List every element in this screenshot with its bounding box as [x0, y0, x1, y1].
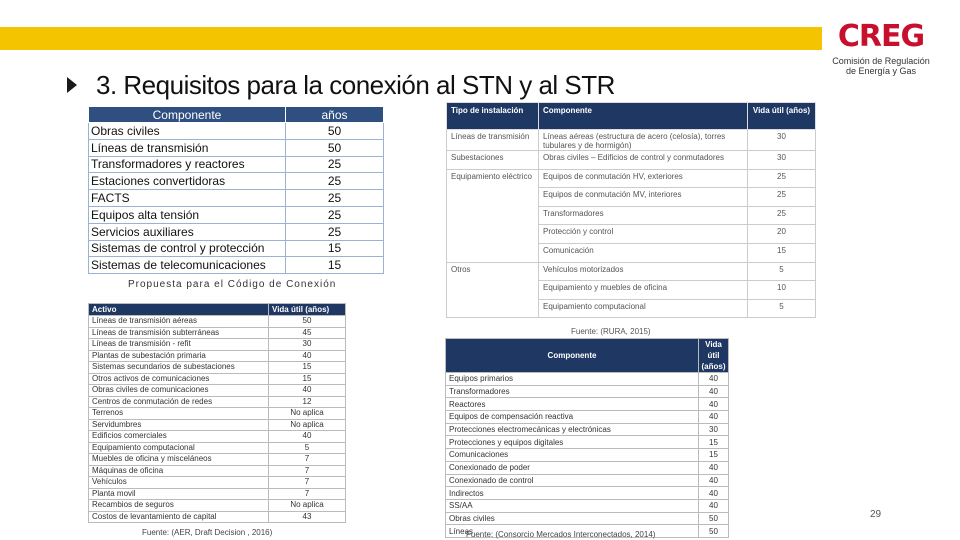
table-cell: 15 [699, 449, 729, 462]
table-cell: Estaciones convertidoras [89, 173, 286, 190]
table-cell: Terrenos [89, 408, 269, 420]
table-cell: Reactores [446, 398, 699, 411]
table-cell: 40 [699, 411, 729, 424]
table-cell: Equipamiento eléctrico [447, 169, 539, 188]
column-header-years: años [286, 107, 384, 123]
table-row [89, 442, 346, 454]
table-cell: Obras civiles de comunicaciones [89, 385, 269, 397]
table-cell: Líneas de transmisión [89, 139, 286, 156]
table-consorcio [445, 338, 729, 538]
table-cell: Protecciones electromecánicas y electrónicas [446, 423, 699, 436]
table-row [447, 299, 816, 318]
table-cell: 5 [748, 299, 816, 318]
table-row [89, 240, 384, 257]
table-row [447, 243, 816, 262]
table-row [89, 488, 346, 500]
table-cell: Servidumbres [89, 419, 269, 431]
table-cell [447, 281, 539, 300]
table-row [89, 477, 346, 489]
table-header-row [89, 304, 346, 316]
table-cell: Transformadores [446, 385, 699, 398]
table-cell: 50 [286, 123, 384, 140]
table-cell: 20 [748, 225, 816, 244]
table-cell: No aplica [269, 500, 346, 512]
table-row [89, 156, 384, 173]
table-cell: Líneas de transmisión - refit [89, 339, 269, 351]
table-aer [88, 303, 346, 523]
table-cell: 15 [269, 362, 346, 374]
table-row [447, 130, 816, 151]
table-cell: 7 [269, 477, 346, 489]
table-cell: Líneas aéreas (estructura de acero (celosía), torres tubulares y de hormigón) [539, 130, 748, 151]
page-number: 29 [870, 509, 882, 520]
table-code-proposal [88, 106, 384, 274]
table-rura-caption: Fuente: (RURA, 2015) [571, 327, 651, 336]
table-row [446, 423, 729, 436]
table-cell: Líneas de transmisión [447, 130, 539, 151]
table-row [89, 500, 346, 512]
table-row [89, 362, 346, 374]
table-row [89, 350, 346, 362]
table-row [446, 512, 729, 525]
table-cell: Conexionado de control [446, 474, 699, 487]
column-header-useful-life: Vida útil (años) [748, 103, 816, 130]
table-cell: FACTS [89, 190, 286, 207]
logo-subtitle-line1: Comisión de Regulación [832, 56, 930, 66]
table-header-row [89, 107, 384, 123]
table-cell [447, 243, 539, 262]
table-code-proposal-caption: Propuesta para el Código de Conexión [128, 279, 337, 290]
table-cell [447, 225, 539, 244]
table-row [89, 327, 346, 339]
table-row [89, 431, 346, 443]
table-cell: 7 [269, 488, 346, 500]
table-cell: Plantas de subestación primaria [89, 350, 269, 362]
table-row [89, 419, 346, 431]
table-cell: Protección y control [539, 225, 748, 244]
table-cell: 25 [286, 156, 384, 173]
table-cell: Líneas de transmisión aéreas [89, 316, 269, 328]
table-cell: 7 [269, 454, 346, 466]
column-header-component: Componente [89, 107, 286, 123]
table-header-row [446, 339, 729, 373]
logo-subtitle-line2: de Energía y Gas [845, 66, 917, 76]
table-row [447, 169, 816, 188]
table-cell: 25 [748, 206, 816, 225]
table-cell: Comunicación [539, 243, 748, 262]
table-cell: SS/AA [446, 499, 699, 512]
table-row [89, 408, 346, 420]
table-cell: 5 [269, 442, 346, 454]
table-cell: 25 [748, 188, 816, 207]
table-cell: 40 [699, 499, 729, 512]
table-cell: 50 [269, 316, 346, 328]
table-cell: Recambios de seguros [89, 500, 269, 512]
table-consorcio-caption: Fuente: (Consorcio Mercados Interconectados, 2014) [466, 530, 656, 539]
table-cell: 25 [286, 223, 384, 240]
table-aer-caption: Fuente: (AER, Draft Decision , 2016) [142, 528, 273, 537]
table-row [446, 436, 729, 449]
table-cell: 25 [286, 190, 384, 207]
table-row [89, 385, 346, 397]
table-cell: Conexionado de poder [446, 461, 699, 474]
table-cell: Equipos de conmutación MV, interiores [539, 188, 748, 207]
table-cell: 25 [286, 206, 384, 223]
table-row [89, 396, 346, 408]
table-cell: Planta movil [89, 488, 269, 500]
logo-subtitle [826, 56, 936, 76]
table-cell: 40 [269, 431, 346, 443]
table-cell: Edificios comerciales [89, 431, 269, 443]
table-cell: 40 [699, 385, 729, 398]
table-cell: Equipos primarios [446, 373, 699, 386]
table-cell: Equipos de conmutación HV, exteriores [539, 169, 748, 188]
table-row [89, 223, 384, 240]
table-cell: 30 [269, 339, 346, 351]
table-cell [447, 299, 539, 318]
table-cell: 15 [269, 373, 346, 385]
table-row [447, 188, 816, 207]
table-row [89, 173, 384, 190]
table-cell: 15 [286, 240, 384, 257]
table-row [446, 474, 729, 487]
table-cell: 10 [748, 281, 816, 300]
table-cell: 40 [269, 350, 346, 362]
table-cell: 15 [748, 243, 816, 262]
table-cell: 30 [748, 151, 816, 170]
table-cell: 25 [286, 173, 384, 190]
table-cell: 7 [269, 465, 346, 477]
column-header-useful-life-text: Vida útil (años) [701, 340, 726, 371]
table-cell: Máquinas de oficina [89, 465, 269, 477]
table-cell: Otros [447, 262, 539, 281]
table-row [447, 151, 816, 170]
table-row [447, 262, 816, 281]
table-row [446, 449, 729, 462]
table-cell: 15 [286, 257, 384, 274]
table-cell: Comunicaciones [446, 449, 699, 462]
table-row [89, 139, 384, 156]
table-cell: Líneas [446, 525, 699, 538]
table-cell: No aplica [269, 408, 346, 420]
table-cell: 25 [748, 169, 816, 188]
table-cell: Sistemas de control y protección [89, 240, 286, 257]
table-row [89, 465, 346, 477]
table-cell: 40 [269, 385, 346, 397]
column-header-asset: Activo [89, 304, 269, 316]
table-cell: 30 [748, 130, 816, 151]
table-cell: 50 [699, 512, 729, 525]
table-cell [447, 188, 539, 207]
table-cell: 15 [699, 436, 729, 449]
table-cell: Obras civiles [89, 123, 286, 140]
table-row [446, 398, 729, 411]
table-cell: Equipamiento computacional [539, 299, 748, 318]
table-cell: Sistemas de telecomunicaciones [89, 257, 286, 274]
table-row [89, 190, 384, 207]
column-header-installation-type: Tipo de instalación [447, 103, 539, 130]
table-cell: 40 [699, 461, 729, 474]
column-header-useful-life: Vida útil (años) [269, 304, 346, 316]
table-rura [446, 102, 816, 318]
table-cell [447, 206, 539, 225]
table-cell: Servicios auxiliares [89, 223, 286, 240]
column-header-useful-life [699, 339, 729, 373]
table-row [89, 373, 346, 385]
table-cell: Equipos alta tensión [89, 206, 286, 223]
table-cell: Obras civiles [446, 512, 699, 525]
header-accent-band [0, 27, 822, 50]
table-row [446, 373, 729, 386]
table-cell: Sistemas secundarios de subestaciones [89, 362, 269, 374]
table-row [447, 281, 816, 300]
column-header-component: Componente [539, 103, 748, 130]
table-cell: Protecciones y equipos digitales [446, 436, 699, 449]
table-row [446, 461, 729, 474]
table-cell: Líneas de transmisión subterráneas [89, 327, 269, 339]
table-row [89, 454, 346, 466]
table-cell: Centros de conmutación de redes [89, 396, 269, 408]
table-row [447, 225, 816, 244]
table-cell: 12 [269, 396, 346, 408]
table-cell: 40 [699, 487, 729, 500]
table-header-row [447, 103, 816, 130]
table-cell: Equipos de compensación reactiva [446, 411, 699, 424]
table-row [89, 257, 384, 274]
table-row [446, 487, 729, 500]
table-cell: Otros activos de comunicaciones [89, 373, 269, 385]
table-cell: Vehículos [89, 477, 269, 489]
table-row [89, 511, 346, 523]
table-cell: 50 [699, 525, 729, 538]
table-cell: 45 [269, 327, 346, 339]
table-cell: No aplica [269, 419, 346, 431]
table-row [89, 123, 384, 140]
table-cell: 40 [699, 373, 729, 386]
table-cell: 50 [286, 139, 384, 156]
table-cell: Subestaciones [447, 151, 539, 170]
table-row [89, 206, 384, 223]
table-cell: Transformadores y reactores [89, 156, 286, 173]
table-cell: Transformadores [539, 206, 748, 225]
slide-title: 3. Requisitos para la conexión al STN y al STR [96, 70, 615, 100]
table-cell: Muebles de oficina y misceláneos [89, 454, 269, 466]
table-cell: Equipamiento y muebles de oficina [539, 281, 748, 300]
table-cell: 40 [699, 398, 729, 411]
table-row [446, 499, 729, 512]
creg-logo [826, 20, 936, 80]
table-cell: 43 [269, 511, 346, 523]
table-cell: Costos de levantamiento de capital [89, 511, 269, 523]
table-cell: Indirectos [446, 487, 699, 500]
table-cell: 30 [699, 423, 729, 436]
table-row [447, 206, 816, 225]
table-cell: 5 [748, 262, 816, 281]
table-cell: Vehículos motorizados [539, 262, 748, 281]
column-header-component: Componente [446, 339, 699, 373]
table-row [89, 316, 346, 328]
table-cell: Obras civiles – Edificios de control y conmutadores [539, 151, 748, 170]
title-bullet-arrow-icon [67, 77, 77, 93]
table-row [446, 385, 729, 398]
logo-wordmark: CREG [837, 19, 925, 54]
table-row [89, 339, 346, 351]
table-row [446, 411, 729, 424]
table-cell: Equipamiento computacional [89, 442, 269, 454]
table-cell: 40 [699, 474, 729, 487]
